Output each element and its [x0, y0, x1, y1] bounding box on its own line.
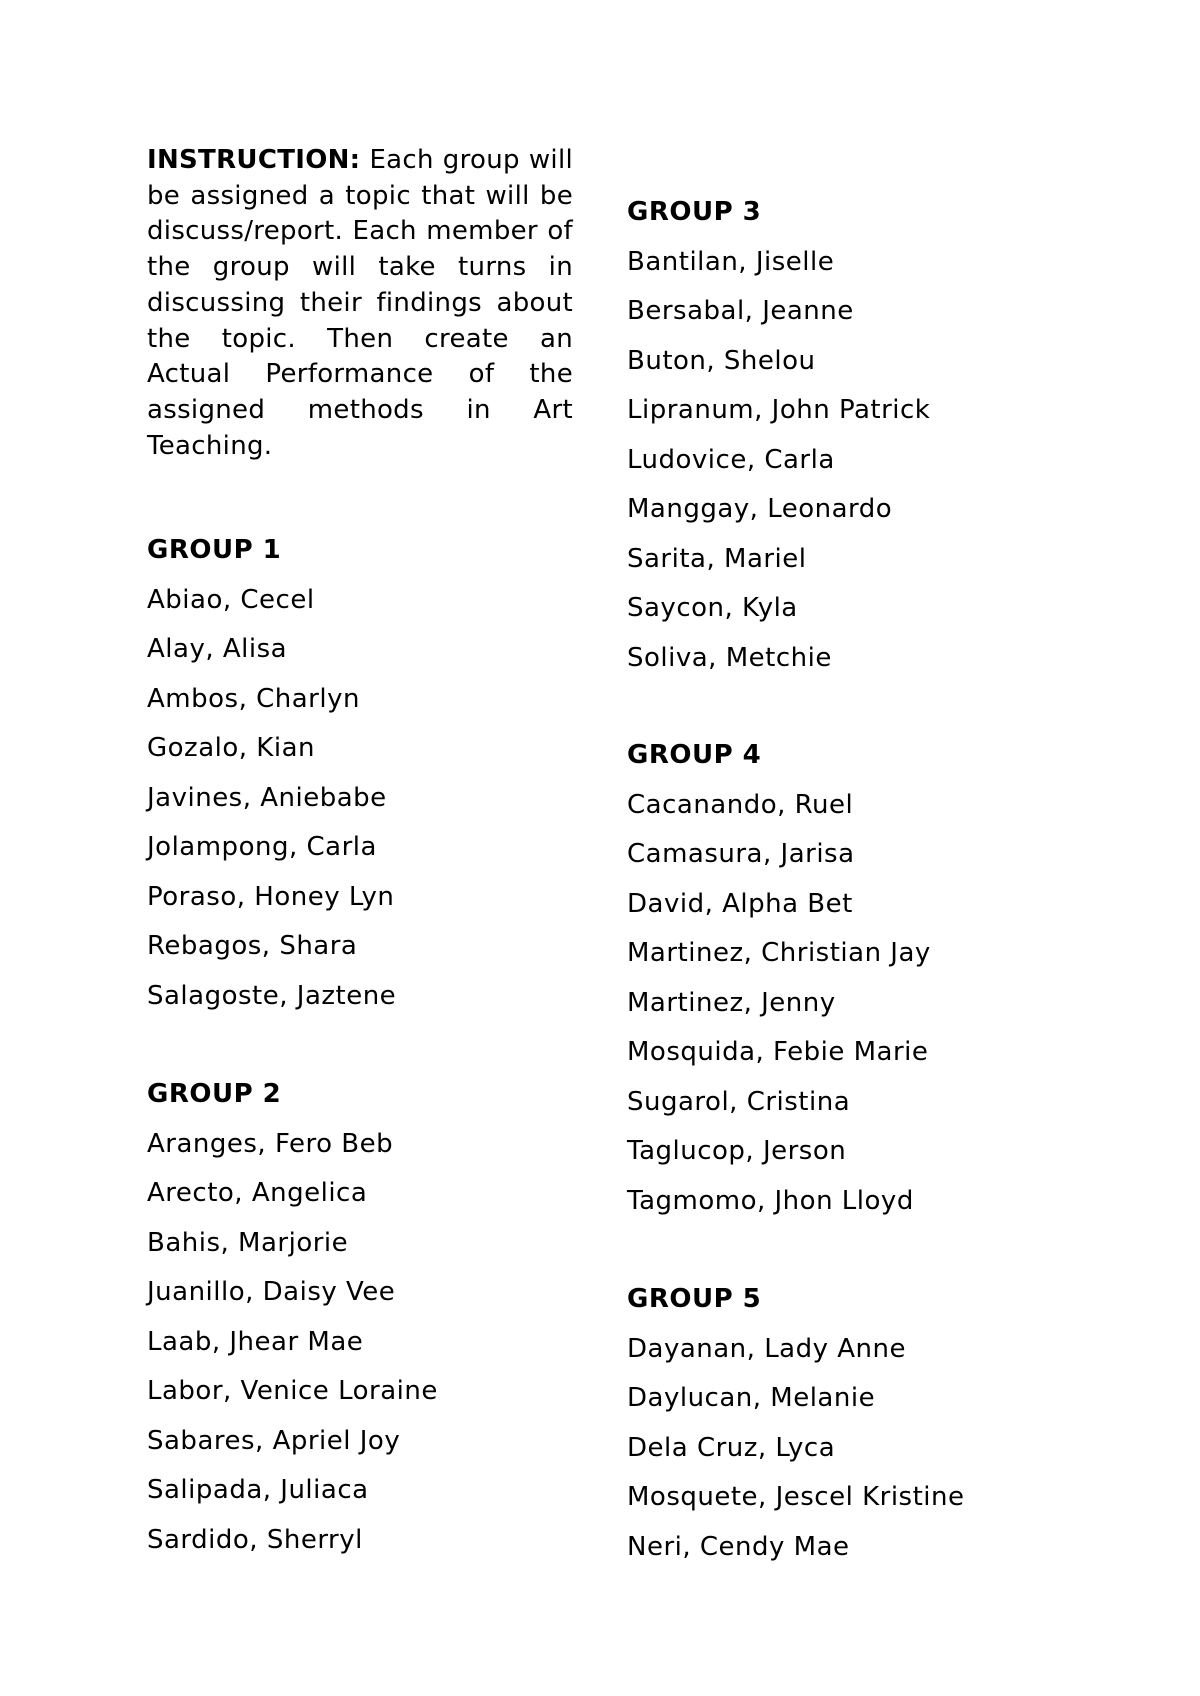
member-name: Arecto, Angelica	[147, 1178, 368, 1208]
member-name: Bersabal, Jeanne	[627, 296, 854, 326]
member-name: Martinez, Jenny	[627, 987, 836, 1018]
member-name: Rebagos, Shara	[147, 931, 358, 961]
member-name: Abiao, Cecel	[147, 584, 315, 615]
member-name: Javines, Aniebabe	[147, 782, 387, 813]
member-name: Daylucan, Melanie	[627, 1383, 876, 1413]
member-name: Alay, Alisa	[147, 634, 288, 664]
member-list	[147, 576, 396, 1022]
member-name: Taglucop, Jerson	[627, 1136, 847, 1166]
member-name: Saycon, Kyla	[627, 593, 798, 623]
instruction-text: Each group will be assigned a topic that will be discuss/report. Each member of the group will take turns in discussing their findings about the topic. Then create an Actual Performance of the assigned methods in Art Teaching.	[147, 145, 573, 461]
member-name: Aranges, Fero Beb	[147, 1128, 394, 1159]
member-name: Manggay, Leonardo	[627, 494, 893, 524]
member-name: Gozalo, Kian	[147, 733, 315, 763]
member-name: Labor, Venice Loraine	[147, 1376, 438, 1406]
member-name: Cacanando, Ruel	[627, 789, 854, 820]
member-name: Sugarol, Cristina	[627, 1086, 851, 1117]
group-title: GROUP 4	[627, 740, 762, 770]
member-name: Dayanan, Lady Anne	[627, 1333, 907, 1364]
member-name: Salipada, Juliaca	[147, 1475, 369, 1505]
instruction-paragraph	[147, 143, 573, 464]
member-name: Tagmomo, Jhon Lloyd	[627, 1185, 914, 1216]
member-name: Ambos, Charlyn	[147, 683, 360, 714]
member-name: Sabares, Apriel Joy	[147, 1425, 401, 1456]
member-name: Bahis, Marjorie	[147, 1227, 349, 1258]
member-name: Sardido, Sherryl	[147, 1524, 363, 1555]
member-name: David, Alpha Bet	[627, 888, 853, 919]
member-name: Soliva, Metchie	[627, 642, 832, 673]
group-title: GROUP 3	[627, 197, 762, 227]
member-name: Lipranum, John Patrick	[627, 395, 931, 425]
member-name: Ludovice, Carla	[627, 444, 835, 475]
member-name: Martinez, Christian Jay	[627, 938, 931, 968]
member-list	[627, 238, 930, 684]
member-name: Neri, Cendy Mae	[627, 1531, 850, 1562]
member-list	[147, 1120, 438, 1566]
group-title: GROUP 5	[627, 1284, 762, 1314]
member-name: Poraso, Honey Lyn	[147, 881, 395, 912]
member-list	[627, 1325, 964, 1573]
member-name: Salagoste, Jaztene	[147, 980, 397, 1011]
member-name: Dela Cruz, Lyca	[627, 1432, 836, 1463]
member-name: Mosquida, Febie Marie	[627, 1037, 929, 1067]
member-list	[627, 781, 931, 1227]
group-4	[627, 731, 931, 1226]
member-name: Camasura, Jarisa	[627, 839, 855, 869]
member-name: Mosquete, Jescel Kristine	[627, 1482, 965, 1512]
group-1	[147, 526, 396, 1021]
instruction-label: INSTRUCTION:	[147, 145, 361, 175]
group-title: GROUP 2	[147, 1079, 282, 1109]
member-name: Juanillo, Daisy Vee	[147, 1277, 396, 1307]
member-name: Jolampong, Carla	[147, 832, 377, 862]
member-name: Buton, Shelou	[627, 345, 816, 376]
group-3	[627, 188, 930, 683]
group-title: GROUP 1	[147, 535, 282, 565]
member-name: Laab, Jhear Mae	[147, 1326, 364, 1357]
member-name: Sarita, Mariel	[627, 543, 807, 574]
group-5	[627, 1275, 964, 1572]
member-name: Bantilan, Jiselle	[627, 246, 835, 277]
group-2	[147, 1070, 438, 1565]
